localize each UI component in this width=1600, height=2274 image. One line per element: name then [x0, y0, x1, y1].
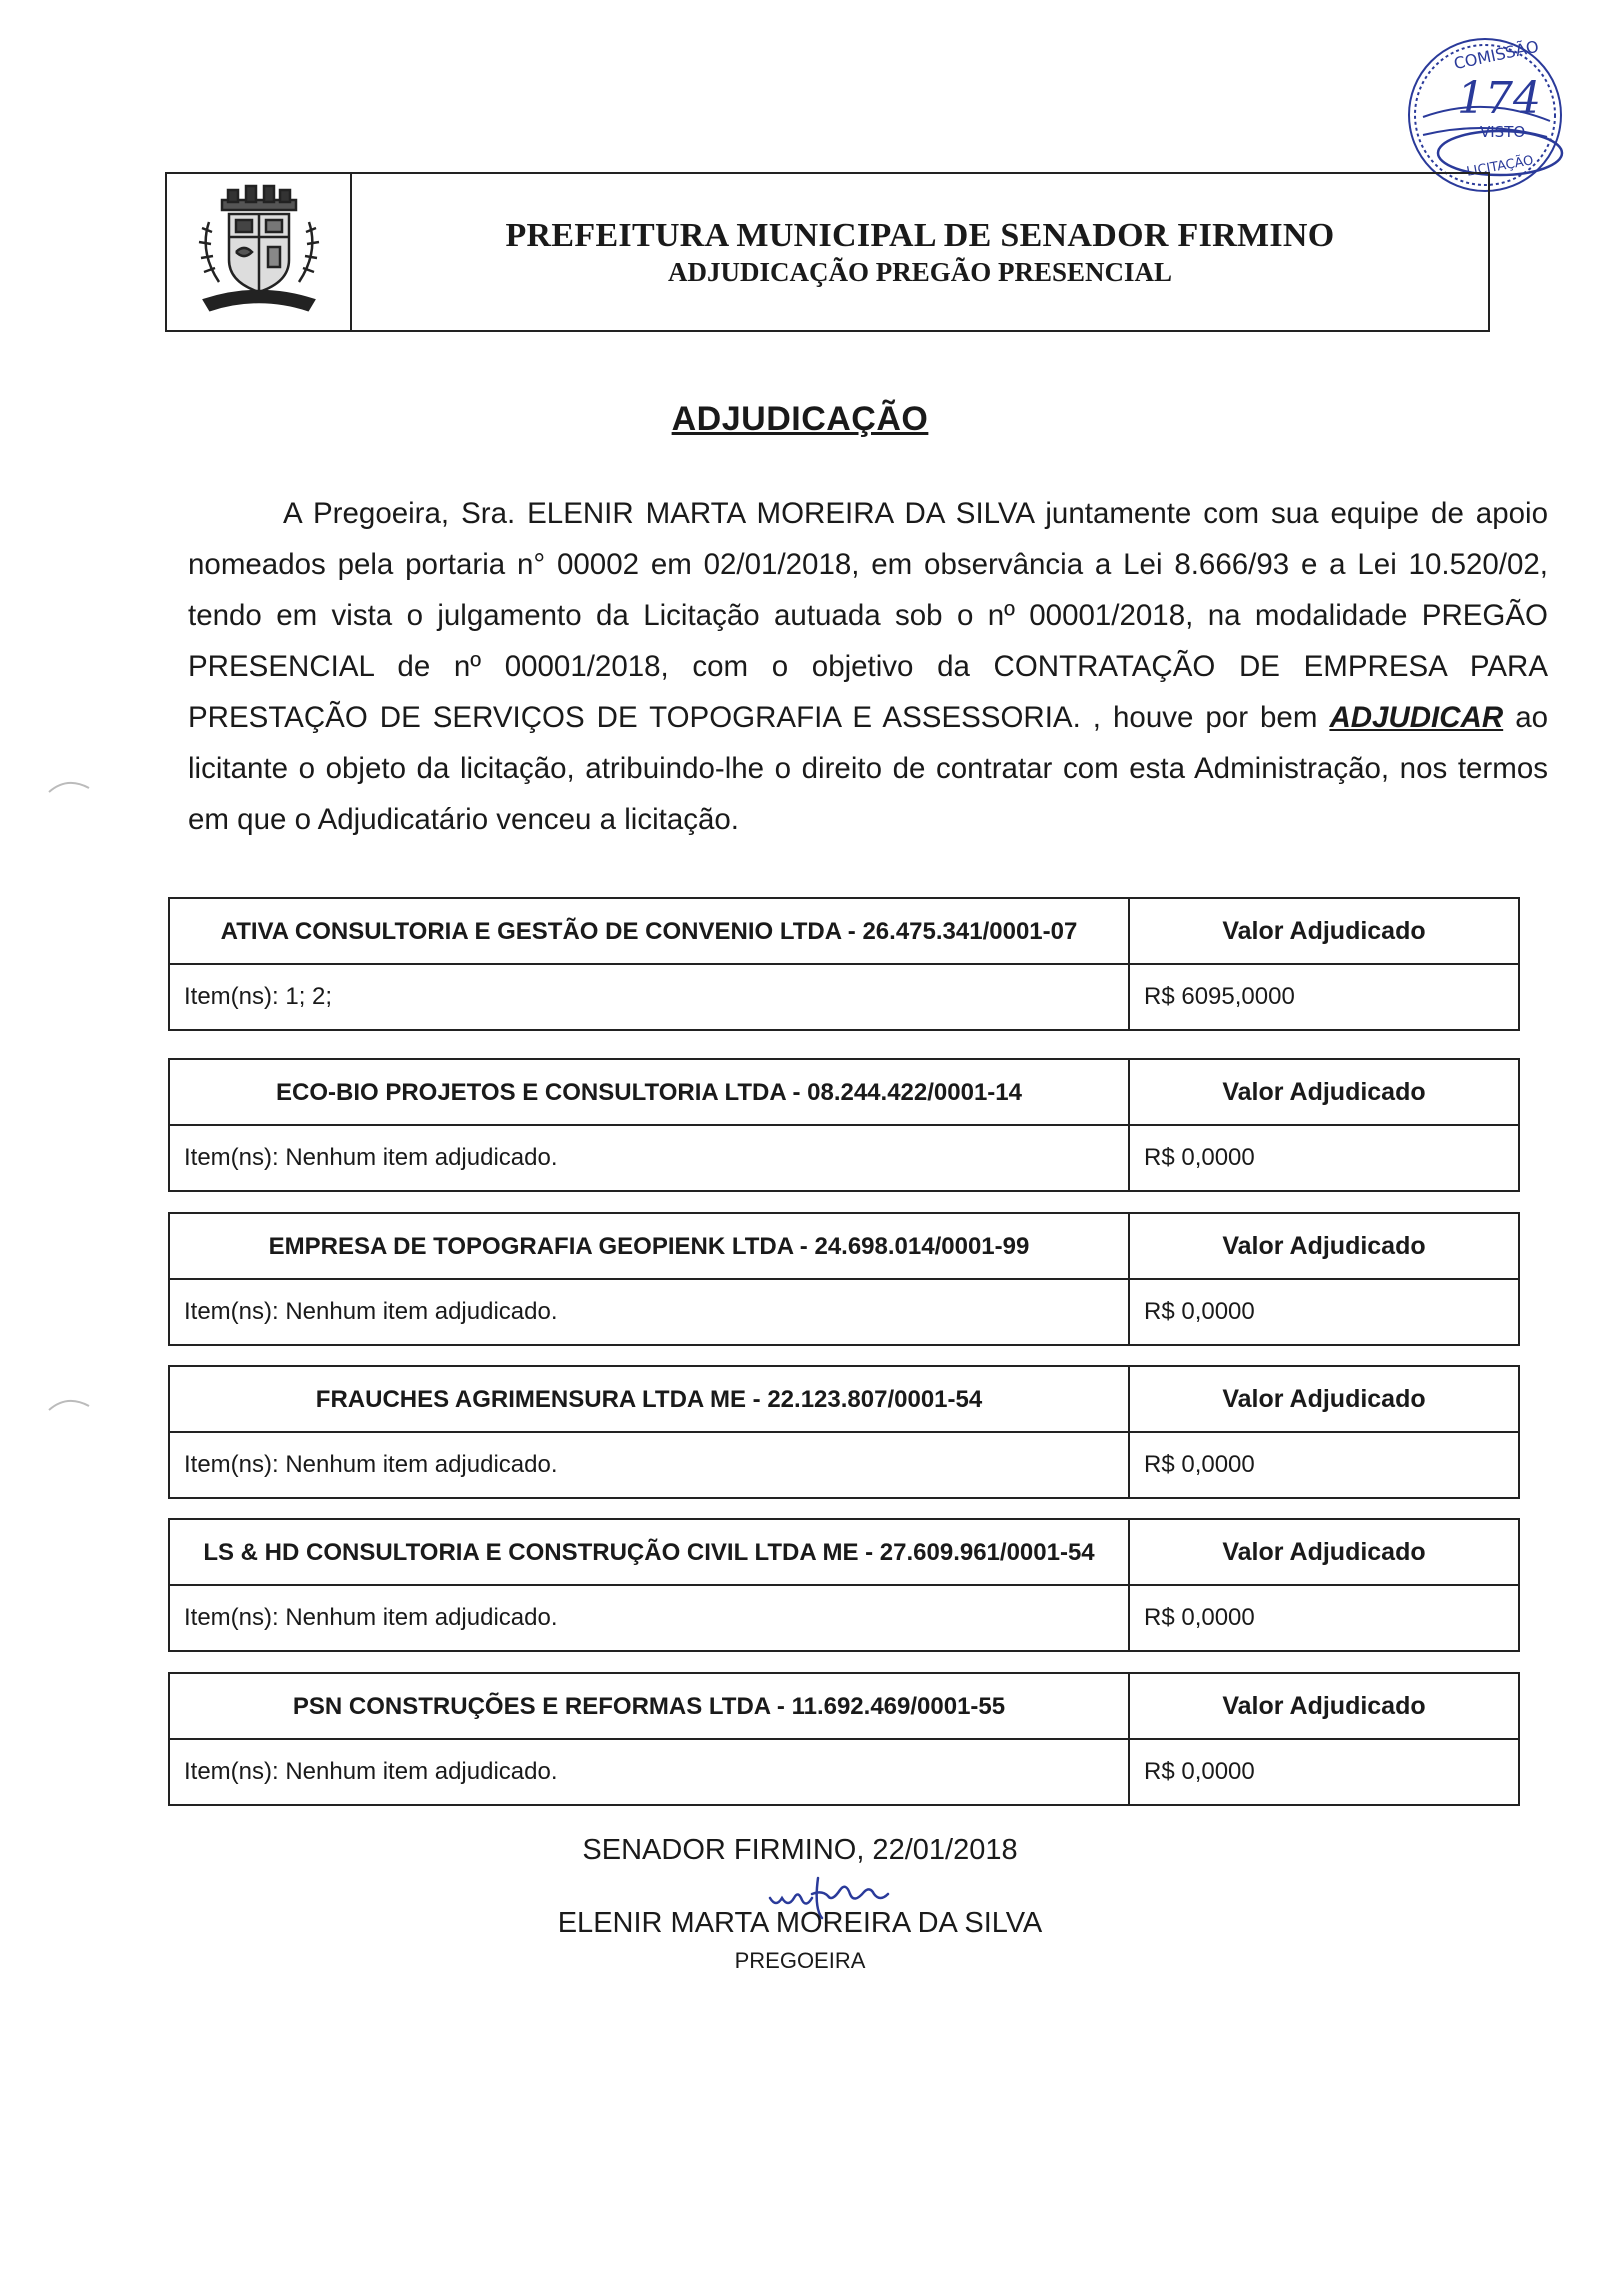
- paragraph-part-2: ao licitante o objeto da licitação, atribuindo-lhe o direito de contratar com esta Administração, nos termos em que o Adjudicatário venceu a licitação.: [188, 701, 1549, 836]
- items-adjudicated: Item(ns): Nenhum item adjudicado.: [184, 1298, 558, 1325]
- stamp-page-number: 174: [1457, 73, 1541, 124]
- header-title: PREFEITURA MUNICIPAL DE SENADOR FIRMINO: [505, 216, 1335, 254]
- value-label: Valor Adjudicado: [1130, 899, 1518, 965]
- result-table: [168, 1672, 1520, 1806]
- value-label: Valor Adjudicado: [1130, 1674, 1518, 1740]
- value-label: Valor Adjudicado: [1130, 1520, 1518, 1586]
- header-text: [352, 174, 1488, 330]
- company-name: ECO-BIO PROJETOS E CONSULTORIA LTDA - 08.244.422/0001-14: [170, 1060, 1128, 1126]
- document-header: [165, 172, 1490, 332]
- adjudicated-value: R$ 6095,0000: [1144, 983, 1295, 1010]
- value-label: Valor Adjudicado: [1130, 1367, 1518, 1433]
- company-name: ATIVA CONSULTORIA E GESTÃO DE CONVENIO LTDA - 26.475.341/0001-07: [170, 899, 1128, 965]
- paragraph-emphasis: ADJUDICAR: [1329, 701, 1504, 734]
- adjudicated-value: R$ 0,0000: [1144, 1144, 1255, 1171]
- document-title: ADJUDICAÇÃO: [671, 400, 929, 438]
- value-label: Valor Adjudicado: [1130, 1214, 1518, 1280]
- items-adjudicated: Item(ns): Nenhum item adjudicado.: [184, 1604, 558, 1631]
- stamp-label-top: COMISSÃO: [1452, 36, 1541, 74]
- result-table: [168, 1365, 1520, 1499]
- coat-of-arms-icon: [184, 182, 334, 322]
- scan-mark: [45, 1388, 95, 1418]
- company-name: LS & HD CONSULTORIA E CONSTRUÇÃO CIVIL LTDA ME - 27.609.961/0001-54: [170, 1520, 1128, 1586]
- logo-cell: [167, 174, 352, 330]
- adjudicated-value: R$ 0,0000: [1144, 1298, 1255, 1325]
- result-table: [168, 1058, 1520, 1192]
- items-adjudicated: Item(ns): Nenhum item adjudicado.: [184, 1758, 558, 1785]
- header-subtitle: ADJUDICAÇÃO PREGÃO PRESENCIAL: [667, 256, 1173, 287]
- result-table: [168, 897, 1520, 1031]
- items-adjudicated: Item(ns): 1; 2;: [184, 983, 333, 1010]
- result-table: [168, 1518, 1520, 1652]
- paragraph-part-1: A Pregoeira, Sra. ELENIR MARTA MOREIRA DA SILVA juntamente com sua equipe de apoio nomeados pela portaria n° 00002 em 02/01/2018, em observância a Lei 8.666/93 e a Lei 10.520/02, tendo em vista o julgamento da Licitação autuada sob o nº 00001/2018, na modalidade PREGÃO PRESENCIAL de nº 00001/2018, com o objetivo da CONTRATAÇÃO DE EMPRESA PARA PRESTAÇÃO DE SERVIÇOS DE TOPOGRAFIA E ASSESSORIA. , houve por bem: [188, 497, 1548, 734]
- value-label: Valor Adjudicado: [1130, 1060, 1518, 1126]
- items-adjudicated: Item(ns): Nenhum item adjudicado.: [184, 1144, 558, 1171]
- scan-mark: [45, 770, 95, 800]
- items-adjudicated: Item(ns): Nenhum item adjudicado.: [184, 1451, 558, 1478]
- adjudicated-value: R$ 0,0000: [1144, 1758, 1255, 1785]
- adjudicated-value: R$ 0,0000: [1144, 1451, 1255, 1478]
- adjudicated-value: R$ 0,0000: [1144, 1604, 1255, 1631]
- adjudication-paragraph: [188, 488, 1548, 845]
- result-table: [168, 1212, 1520, 1346]
- place-and-date: SENADOR FIRMINO, 22/01/2018: [582, 1834, 1018, 1866]
- company-name: PSN CONSTRUÇÕES E REFORMAS LTDA - 11.692.469/0001-55: [170, 1674, 1128, 1740]
- company-name: FRAUCHES AGRIMENSURA LTDA ME - 22.123.807/0001-54: [170, 1367, 1128, 1433]
- signer-name: ELENIR MARTA MOREIRA DA SILVA: [557, 1907, 1043, 1939]
- commission-stamp: [1385, 25, 1575, 195]
- stamp-label-bottom: LICITAÇÃO: [1465, 153, 1535, 180]
- signer-role: PREGOEIRA: [734, 1948, 866, 1973]
- company-name: EMPRESA DE TOPOGRAFIA GEOPIENK LTDA - 24.698.014/0001-99: [170, 1214, 1128, 1280]
- stamp-label-middle: VISTO: [1480, 123, 1526, 141]
